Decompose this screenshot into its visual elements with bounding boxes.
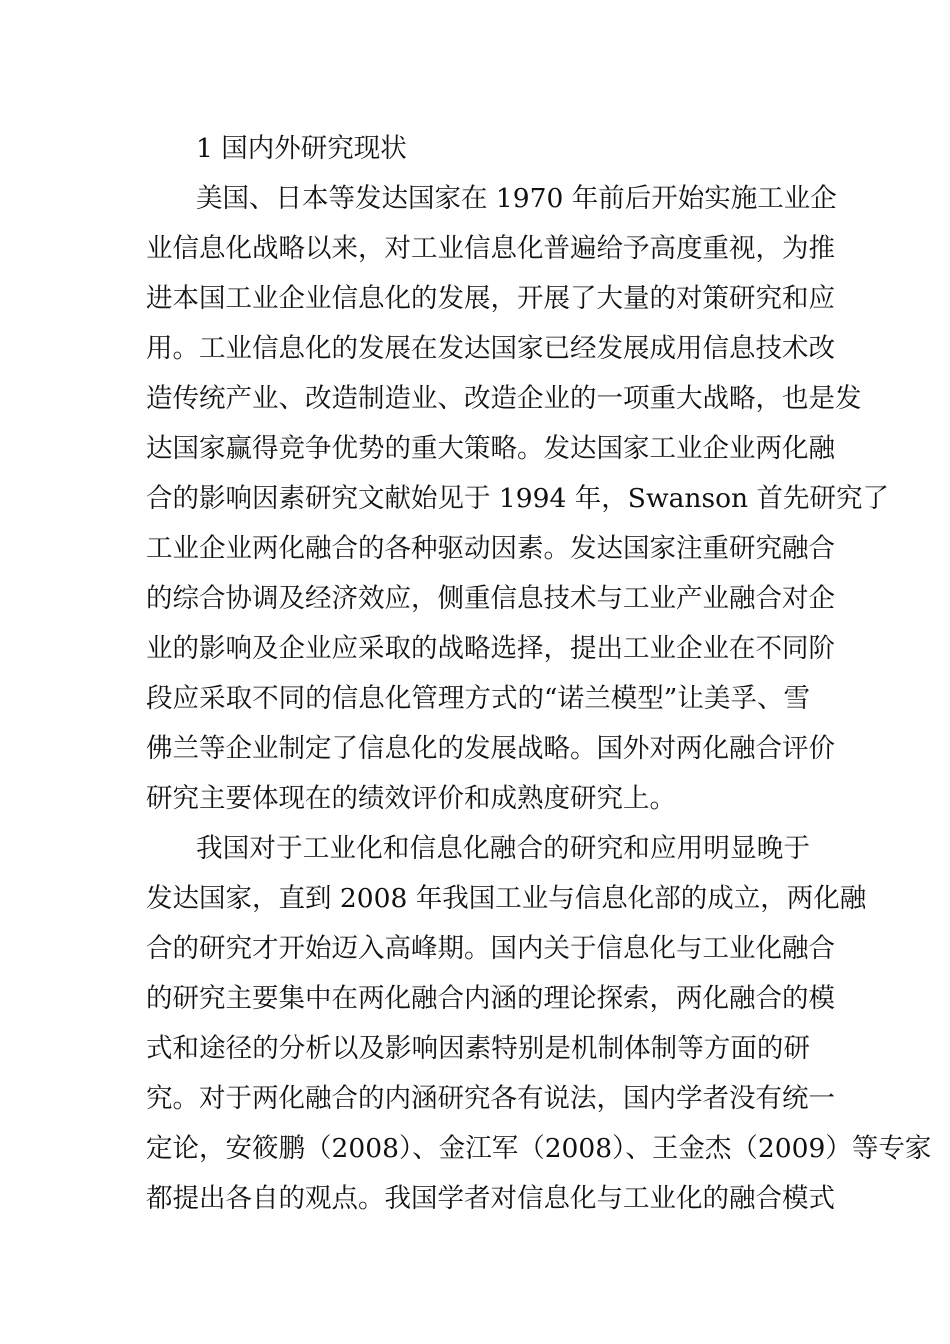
paragraph-2-line-7: 定论，安筱鹏（2008）、金江军（2008）、王金杰（2009）等专家 — [146, 1133, 932, 1164]
paragraph-2-line-2: 发达国家，直到 2008 年我国工业与信息化部的成立，两化融 — [146, 883, 867, 914]
section-heading: 1 国内外研究现状 — [196, 133, 407, 164]
paragraph-1-line-10: 业的影响及企业应采取的战略选择，提出工业企业在不同阶 — [146, 633, 835, 664]
paragraph-2-line-1: 我国对于工业化和信息化融合的研究和应用明显晚于 — [196, 833, 810, 864]
paragraph-2-line-8: 都提出各自的观点。我国学者对信息化与工业化的融合模式 — [146, 1183, 835, 1214]
paragraph-1-line-9: 的综合协调及经济效应，侧重信息技术与工业产业融合对企 — [146, 583, 835, 614]
paragraph-2-line-5: 式和途径的分析以及影响因素特别是机制体制等方面的研 — [146, 1033, 810, 1064]
paragraph-1-line-8: 工业企业两化融合的各种驱动因素。发达国家注重研究融合 — [146, 533, 835, 564]
paragraph-1-line-11: 段应采取不同的信息化管理方式的“诺兰模型”让美孚、雪 — [146, 683, 810, 714]
paragraph-1-line-13: 研究主要体现在的绩效评价和成熟度研究上。 — [146, 783, 676, 814]
paragraph-1-line-4: 用。工业信息化的发展在发达国家已经发展成用信息技术改 — [146, 333, 835, 364]
paragraph-1-line-1: 美国、日本等发达国家在 1970 年前后开始实施工业企 — [196, 183, 837, 214]
paragraph-2-line-6: 究。对于两化融合的内涵研究各有说法，国内学者没有统一 — [146, 1083, 835, 1114]
paragraph-1-line-3: 进本国工业企业信息化的发展，开展了大量的对策研究和应 — [146, 283, 835, 314]
paragraph-1-line-12: 佛兰等企业制定了信息化的发展战略。国外对两化融合评价 — [146, 733, 835, 764]
paragraph-2-line-3: 合的研究才开始迈入高峰期。国内关于信息化与工业化融合 — [146, 933, 835, 964]
paragraph-1-line-2: 业信息化战略以来，对工业信息化普遍给予高度重视，为推 — [146, 233, 835, 264]
paragraph-2-line-4: 的研究主要集中在两化融合内涵的理论探索，两化融合的模 — [146, 983, 835, 1014]
paragraph-1-line-7: 合的影响因素研究文献始见于 1994 年，Swanson 首先研究了 — [146, 483, 890, 514]
paragraph-1-line-5: 造传统产业、改造制造业、改造企业的一项重大战略，也是发 — [146, 383, 862, 414]
paragraph-1-line-6: 达国家赢得竞争优势的重大策略。发达国家工业企业两化融 — [146, 433, 835, 464]
